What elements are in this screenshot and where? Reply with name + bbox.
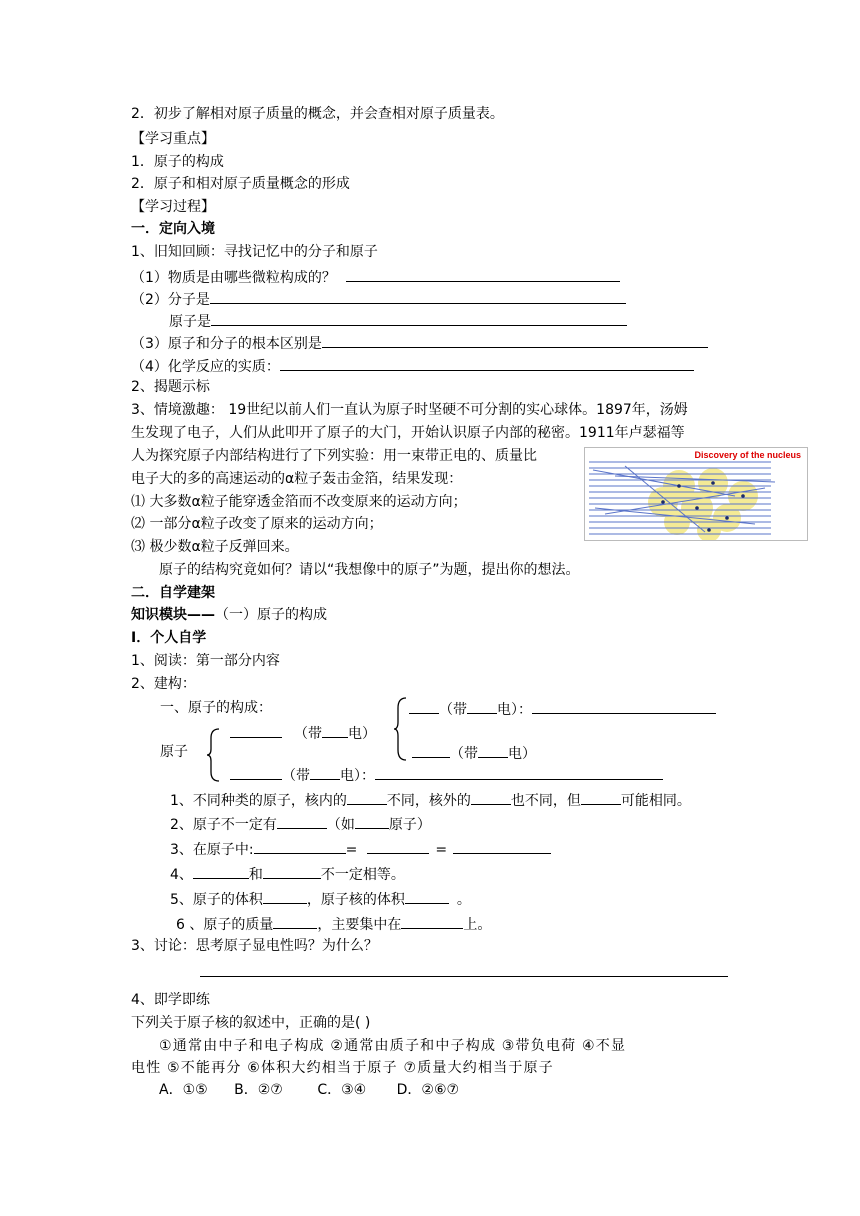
blank-neutron-name[interactable] — [412, 742, 450, 758]
section-2-heading: 二．自学建架 — [131, 585, 215, 601]
fact-6-a: 6 、原子的质量 — [176, 917, 274, 933]
choice-d[interactable]: D．②⑥⑦ — [396, 1082, 460, 1098]
blank-proton-charge[interactable] — [467, 698, 497, 714]
fact-2-c: 原子） — [388, 817, 431, 833]
fact-6-c: 上。 — [463, 917, 492, 933]
fact-5-c: 。 — [456, 892, 471, 908]
electron-dai: （带 — [282, 768, 310, 784]
fact-2-b: （如 — [326, 817, 355, 833]
blank-f4-2[interactable] — [263, 863, 321, 879]
key-point-2: 2．原子和相对原子质量概念的形成 — [131, 176, 350, 192]
choices — [159, 1080, 459, 1100]
fact-3-eq-1: = — [345, 842, 358, 858]
proton-dai: （带 — [439, 702, 467, 718]
blank-neutron-charge[interactable] — [478, 742, 508, 758]
blank-q1[interactable] — [346, 266, 620, 282]
fact-1 — [170, 789, 691, 811]
fact-4-b: 和 — [248, 867, 263, 883]
blank-q2b[interactable] — [211, 310, 627, 326]
blank-nucleus-charge[interactable] — [322, 722, 348, 738]
blank-f3-1[interactable] — [254, 838, 346, 854]
fact-5 — [170, 888, 471, 910]
review-q4 — [131, 355, 694, 377]
review-q2b-text: 原子是 — [169, 314, 211, 330]
left-brace — [206, 727, 220, 783]
blank-f6-2[interactable] — [401, 913, 463, 929]
blank-proton-name[interactable] — [409, 698, 439, 714]
scenario-line-2: 生发现了电子，人们从此叩开了原子的大门，开始认识原子内部的秘密。1911年卢瑟福等 — [131, 425, 685, 441]
fact-5-b: ，原子核的体积 — [306, 892, 405, 908]
fact-3-a: 3、在原子中: — [170, 842, 254, 858]
practice-heading: 4、即学即练 — [131, 992, 210, 1008]
blank-nucleus-name[interactable] — [230, 722, 282, 738]
result-3: ⑶ 极少数α粒子反弹回来。 — [131, 539, 299, 555]
review-q1 — [131, 266, 620, 288]
fact-1-b: 不同，核外的 — [386, 793, 471, 809]
atom-label: 原子 — [160, 744, 188, 760]
gold-foil-diagram — [585, 448, 807, 540]
nucleus-dai: （带 — [294, 726, 322, 742]
fact-2 — [170, 813, 431, 835]
options-line-1: ①通常由中子和电子构成 ②通常由质子和中子构成 ③带负电荷 ④不显 — [159, 1038, 627, 1054]
review-q2a-text: （2）分子是 — [131, 292, 210, 308]
fact-5-a: 5、原子的体积 — [170, 892, 263, 908]
proton-row — [409, 698, 716, 720]
proton-dian: 电）： — [497, 702, 532, 718]
read-step: 1、阅读：第一部分内容 — [131, 653, 280, 669]
key-point-1: 1．原子的构成 — [131, 154, 224, 170]
nucleus-row — [230, 722, 376, 744]
process-heading: 【学习过程】 — [131, 199, 215, 215]
fact-1-c: 也不同，但 — [510, 793, 581, 809]
blank-f1-2[interactable] — [471, 789, 511, 805]
blank-f1-1[interactable] — [347, 789, 387, 805]
blank-f2-1[interactable] — [277, 813, 327, 829]
objective-2: 2．初步了解相对原子质量的概念，并会查相对原子质量表。 — [131, 106, 504, 122]
module-title — [131, 605, 327, 625]
blank-f2-2[interactable] — [355, 813, 389, 829]
scenario-line-3: 人为探究原子内部结构进行了下列实验：用一束带正电的、质量比 — [131, 448, 537, 464]
scenario-line-4: 电子大的多的高速运动的α粒子轰击金箔，结果发现： — [131, 471, 463, 487]
blank-f3-3[interactable] — [453, 838, 551, 854]
options-line-2: 电性 ⑤不能再分 ⑥体积大约相当于原子 ⑦质量大约相当于原子 — [131, 1060, 555, 1076]
fact-1-d: 可能相同。 — [620, 793, 691, 809]
build-step: 2、建构： — [131, 676, 196, 692]
blank-f5-2[interactable] — [405, 888, 449, 904]
review-q3-text: （3）原子和分子的根本区别是 — [131, 336, 322, 352]
choice-b[interactable]: B．②⑦ — [234, 1082, 283, 1098]
blank-discussion[interactable] — [200, 976, 728, 977]
blank-f3-2[interactable] — [367, 838, 429, 854]
electron-dian: 电）： — [340, 768, 375, 784]
key-points-heading: 【学习重点】 — [131, 131, 215, 147]
neutron-dai: （带 — [450, 746, 478, 762]
structure-title: 一、原子的构成： — [160, 700, 272, 716]
electron-row — [230, 764, 663, 786]
review-q2b — [169, 310, 627, 332]
fact-2-a: 2、原子不一定有 — [170, 817, 277, 833]
module-name: （一）原子的构成 — [215, 607, 327, 623]
discussion: 3、讨论：思考原子显电性吗？为什么？ — [131, 938, 378, 954]
result-1: ⑴ 大多数α粒子能穿透金箔而不改变原来的运动方向； — [131, 494, 467, 510]
review-q3 — [131, 332, 708, 354]
fact-3-eq-2: = — [435, 842, 448, 858]
scenario-prompt: 原子的结构究竟如何？请以“我想像中的原子”为题，提出你的想法。 — [159, 562, 580, 578]
blank-electron-detail[interactable] — [375, 764, 663, 780]
fact-6 — [176, 913, 491, 935]
blank-q2a[interactable] — [210, 288, 626, 304]
scenario-line-1: 3、情境激趣： 19世纪以前人们一直认为原子时坚硬不可分割的实心球体。1897年，汤姆 — [131, 402, 688, 418]
result-2: ⑵ 一部分α粒子改变了原来的运动方向； — [131, 516, 383, 532]
blank-electron-charge[interactable] — [310, 764, 340, 780]
review-q2a — [131, 288, 626, 310]
fact-4-c: 不一定相等。 — [320, 867, 405, 883]
module-label: 知识模块—— — [131, 607, 215, 623]
blank-f5-1[interactable] — [263, 888, 307, 904]
neutron-row — [412, 742, 536, 764]
blank-q4[interactable] — [280, 355, 694, 371]
reveal-goals: 2、揭题示标 — [131, 379, 210, 395]
review-title: 1、旧知回顾：寻找记忆中的分子和原子 — [131, 244, 378, 260]
right-brace — [393, 696, 407, 762]
practice-question: 下列关于原子核的叙述中，正确的是( ) — [131, 1015, 371, 1031]
figure-title: Discovery of the nucleus — [694, 450, 801, 460]
nucleus-dian: 电） — [348, 726, 376, 742]
blank-f6-1[interactable] — [273, 913, 317, 929]
fact-6-b: ，主要集中在 — [317, 917, 402, 933]
fact-4 — [170, 863, 405, 885]
review-q4-text: （4）化学反应的实质： — [131, 359, 280, 375]
blank-q3[interactable] — [322, 332, 708, 348]
fact-3 — [170, 838, 551, 860]
choice-a[interactable]: A．①⑤ — [159, 1082, 208, 1098]
blank-electron-name[interactable] — [230, 764, 282, 780]
choice-c[interactable]: C．③④ — [317, 1082, 367, 1098]
fact-1-a: 1、不同种类的原子，核内的 — [170, 793, 347, 809]
section-1-heading: 一．定向入境 — [131, 221, 215, 237]
review-q1-text: （1）物质是由哪些微粒构成的？ — [131, 270, 336, 286]
nucleus-figure — [584, 447, 808, 541]
blank-f4-1[interactable] — [193, 863, 249, 879]
blank-f1-3[interactable] — [581, 789, 621, 805]
blank-proton-detail[interactable] — [532, 698, 716, 714]
self-study-heading: Ⅰ．个人自学 — [131, 630, 207, 646]
neutron-dian: 电） — [508, 746, 536, 762]
fact-4-a: 4、 — [170, 867, 193, 883]
